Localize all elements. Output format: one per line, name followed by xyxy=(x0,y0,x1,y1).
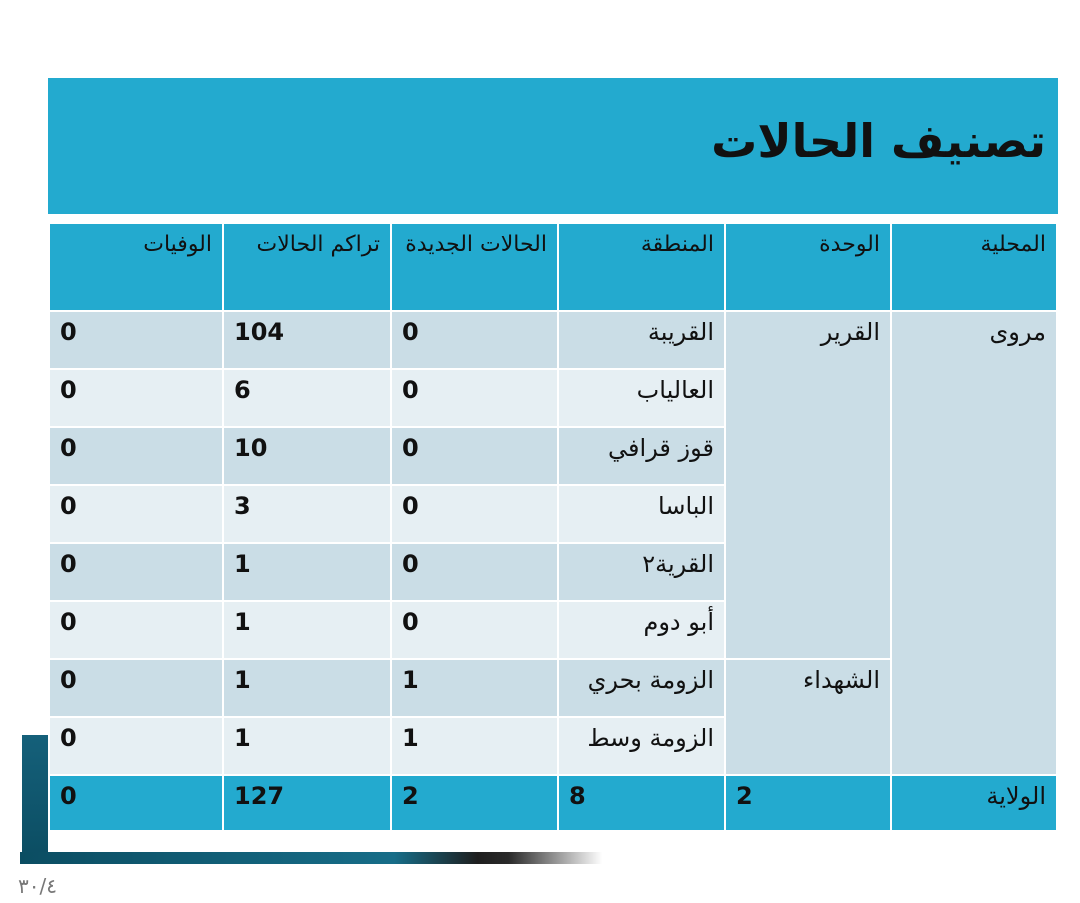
deaths-cell: 0 xyxy=(49,427,223,485)
deaths-cell: 0 xyxy=(49,601,223,659)
new-cases-cell: 1 xyxy=(391,659,558,717)
deaths-cell: 0 xyxy=(49,369,223,427)
total-accumulated: 127 xyxy=(223,775,391,831)
new-cases-cell: 0 xyxy=(391,601,558,659)
deaths-cell: 0 xyxy=(49,659,223,717)
accumulated-cell: 1 xyxy=(223,659,391,717)
unit-cell-second: الشهداء xyxy=(725,659,891,775)
accumulated-cell: 10 xyxy=(223,427,391,485)
header-accumulated: تراكم الحالات xyxy=(223,223,391,311)
area-cell: القريبة xyxy=(558,311,725,369)
area-cell: أبو دوم xyxy=(558,601,725,659)
mahalia-cell: مروى xyxy=(891,311,1057,775)
decorative-bottom-bar xyxy=(20,852,1060,864)
deaths-cell: 0 xyxy=(49,717,223,775)
new-cases-cell: 0 xyxy=(391,485,558,543)
deaths-cell: 0 xyxy=(49,311,223,369)
accumulated-cell: 6 xyxy=(223,369,391,427)
total-label: الولاية xyxy=(891,775,1057,831)
cases-table xyxy=(48,222,1058,832)
total-row xyxy=(49,775,1057,831)
total-units: 2 xyxy=(725,775,891,831)
area-cell: القرية٢ xyxy=(558,543,725,601)
new-cases-cell: 0 xyxy=(391,369,558,427)
page-title: تصنيف الحالات xyxy=(711,114,1046,168)
deaths-cell: 0 xyxy=(49,485,223,543)
header-new-cases: الحالات الجديدة xyxy=(391,223,558,311)
unit-cell-first: القرير xyxy=(725,311,891,659)
total-deaths: 0 xyxy=(49,775,223,831)
new-cases-cell: 0 xyxy=(391,543,558,601)
area-cell: الباسا xyxy=(558,485,725,543)
header-row xyxy=(49,223,1057,311)
title-bar xyxy=(48,78,1058,214)
new-cases-cell: 0 xyxy=(391,311,558,369)
accumulated-cell: 1 xyxy=(223,601,391,659)
new-cases-cell: 1 xyxy=(391,717,558,775)
table-row xyxy=(49,311,1057,369)
accumulated-cell: 1 xyxy=(223,717,391,775)
area-cell: الزومة وسط xyxy=(558,717,725,775)
accumulated-cell: 3 xyxy=(223,485,391,543)
accumulated-cell: 1 xyxy=(223,543,391,601)
accumulated-cell: 104 xyxy=(223,311,391,369)
total-areas: 8 xyxy=(558,775,725,831)
decorative-corner-bar xyxy=(22,735,48,860)
total-new-cases: 2 xyxy=(391,775,558,831)
header-deaths: الوفيات xyxy=(49,223,223,311)
header-wahda: الوحدة xyxy=(725,223,891,311)
area-cell: العالياب xyxy=(558,369,725,427)
area-cell: الزومة بحري xyxy=(558,659,725,717)
header-mahalia: المحلية xyxy=(891,223,1057,311)
page-number: ٣٠/٤ xyxy=(18,874,57,898)
new-cases-cell: 0 xyxy=(391,427,558,485)
header-mantiqa: المنطقة xyxy=(558,223,725,311)
area-cell: قوز قرافي xyxy=(558,427,725,485)
deaths-cell: 0 xyxy=(49,543,223,601)
